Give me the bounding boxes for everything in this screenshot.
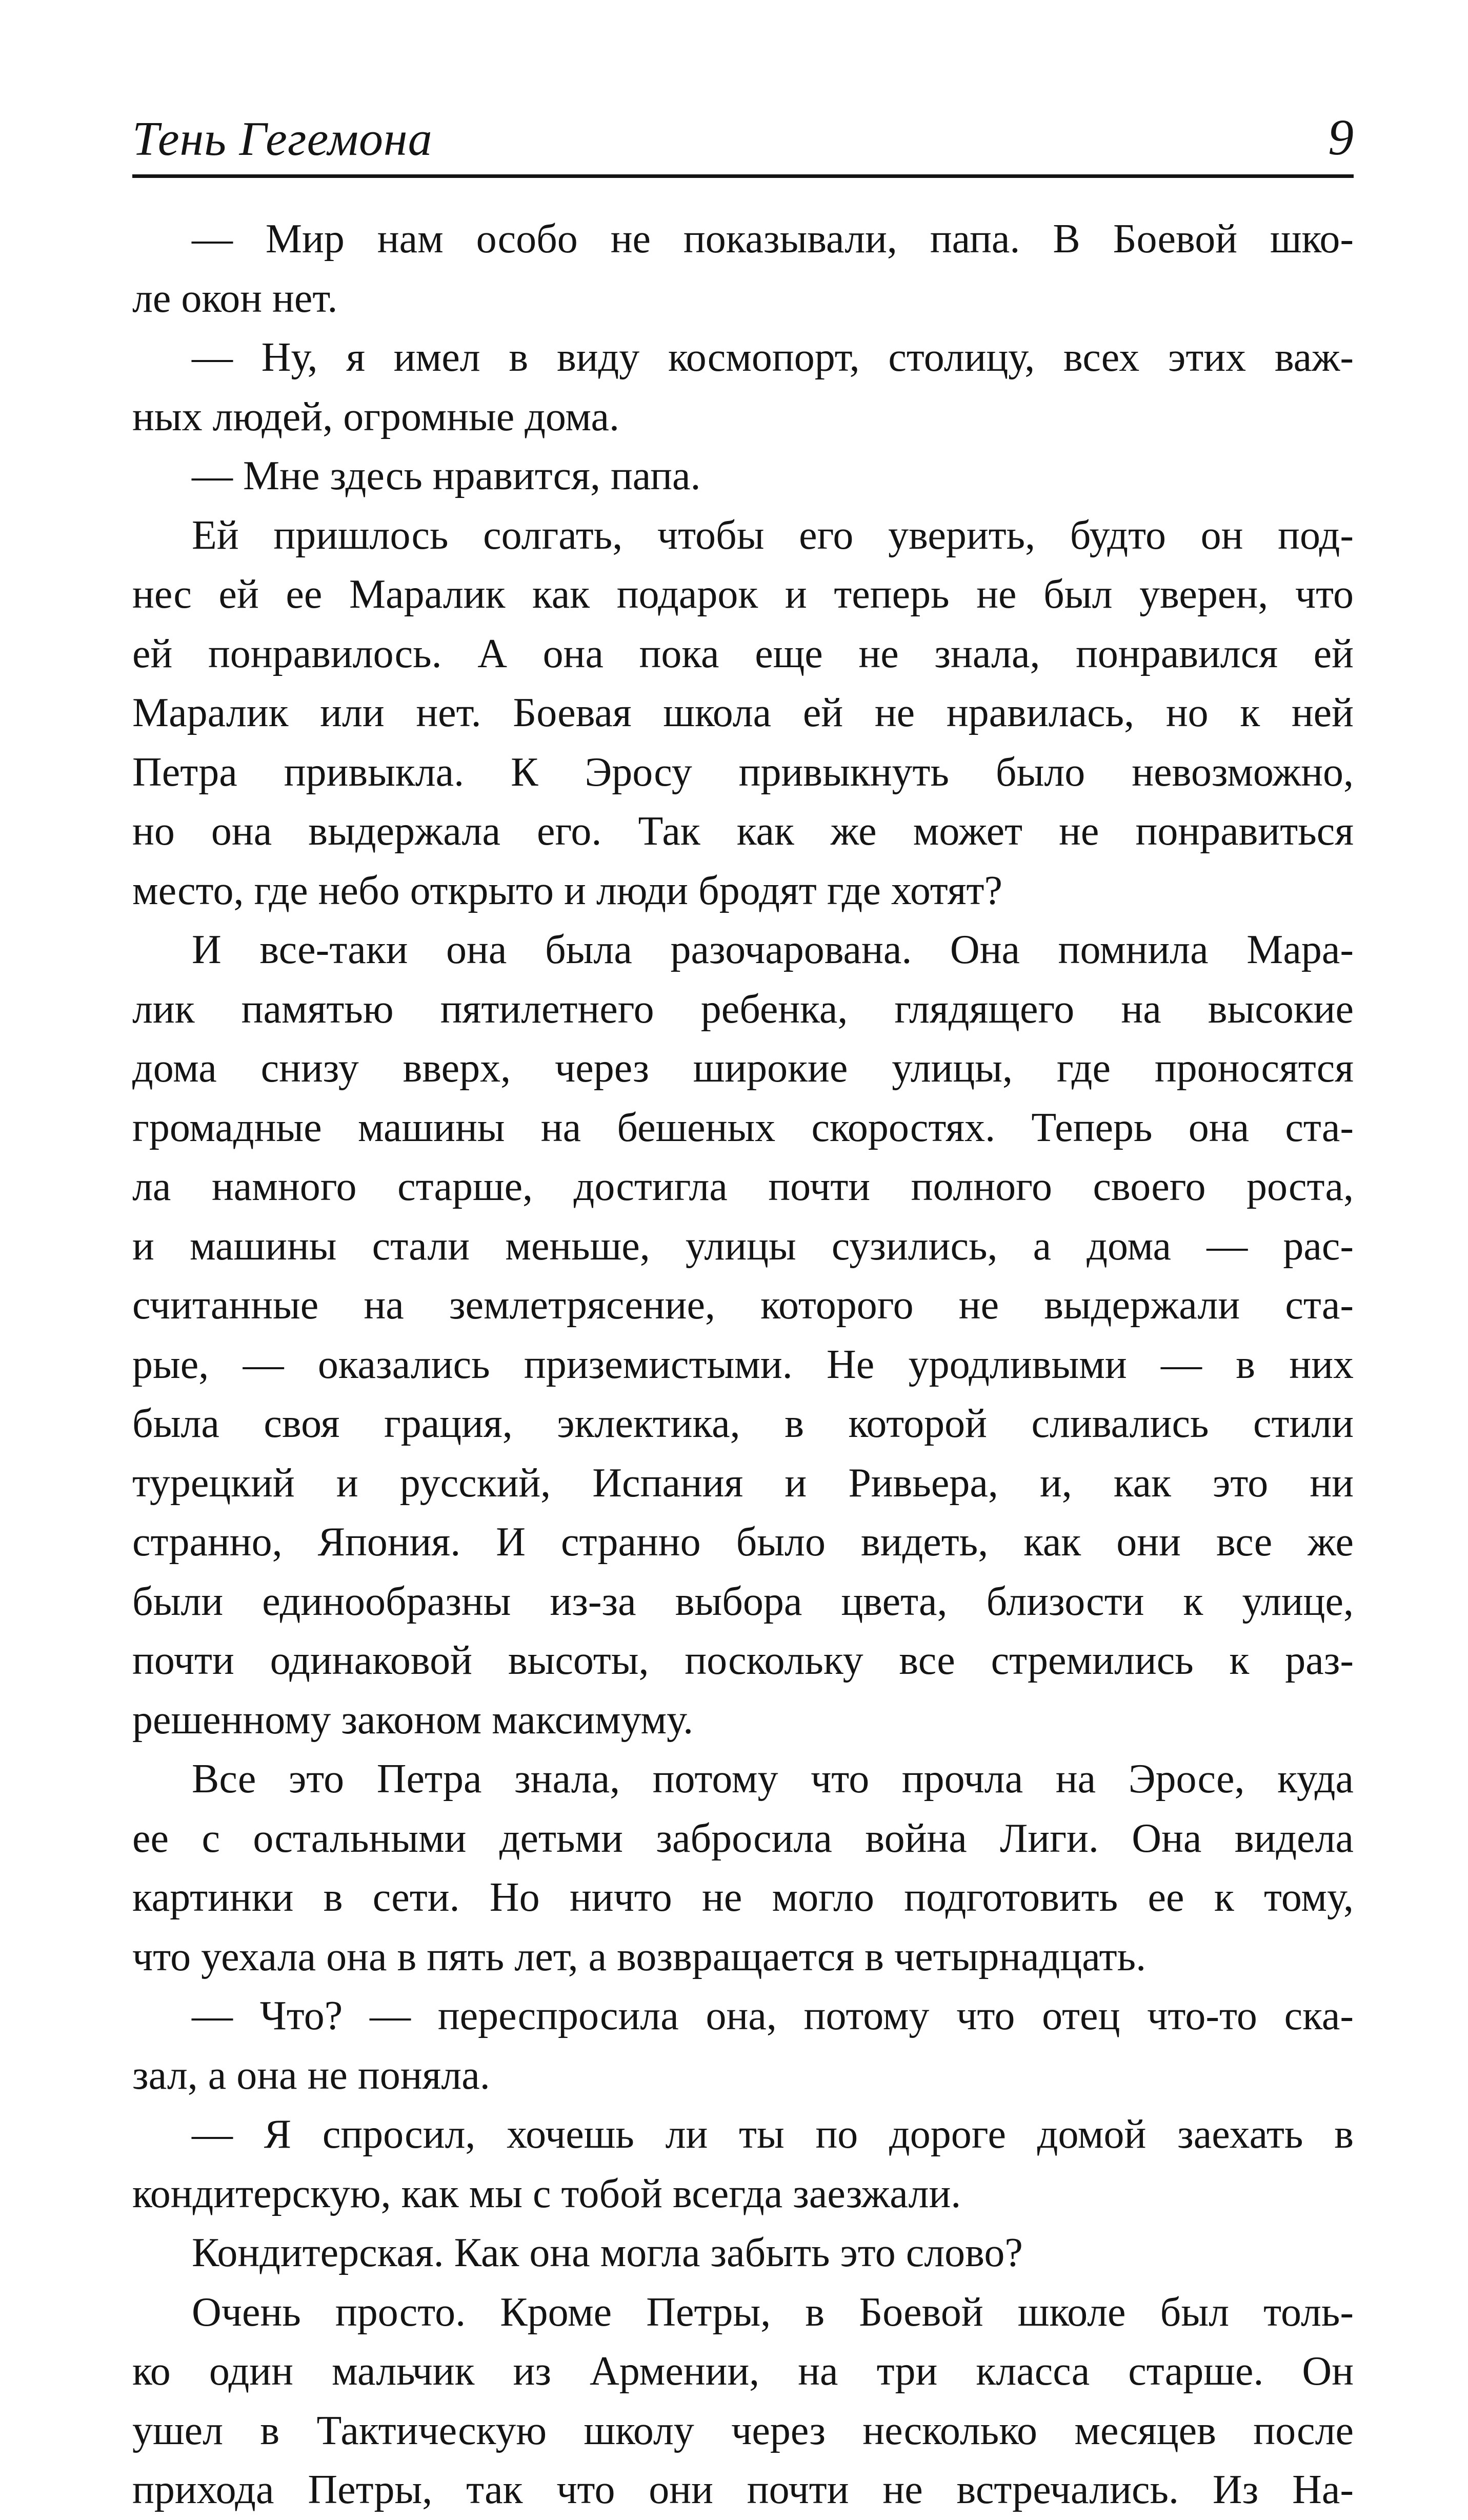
text-line: — Мне здесь нравится, папа. (192, 453, 701, 498)
text-line: ушел в Тактическую школу через несколько месяцев после (132, 2408, 1354, 2453)
text-line: — Мир нам особо не показывали, папа. В Боевой шко- (192, 216, 1354, 262)
running-header (132, 103, 1354, 178)
text-line: картинки в сети. Но ничто не могло подготовить ее к тому, (132, 1875, 1354, 1920)
text-line: ее с остальными детьми забросила война Лиги. Она видела (132, 1815, 1354, 1861)
text-line: Очень просто. Кроме Петры, в Боевой школе был толь- (192, 2289, 1354, 2335)
running-title: Тень Гегемона (132, 112, 433, 166)
text-line: Маралик или нет. Боевая школа ей не нравилась, но к ней (132, 690, 1354, 735)
text-line: Кондитерская. Как она могла забыть это слово? (192, 2230, 1023, 2275)
book-page (132, 103, 1354, 2512)
page-number: 9 (1328, 109, 1354, 166)
text-line: ла намного старше, достигла почти полного своего роста, (132, 1164, 1354, 1209)
text-line: — Что? — переспросила она, потому что отец что-то ска- (192, 1993, 1354, 2038)
text-line: — Я спросил, хочешь ли ты по дороге домой заехать в (192, 2112, 1354, 2157)
text-line: Все это Петра знала, потому что прочла на Эросе, куда (192, 1756, 1354, 1802)
text-line: но она выдержала его. Так как же может не понравиться (132, 809, 1354, 854)
text-line: странно, Япония. И странно было видеть, как они все же (132, 1519, 1354, 1565)
text-line: прихода Петры, так что они почти не встречались. Из На- (132, 2467, 1354, 2512)
text-line: почти одинаковой высоты, поскольку все стремились к раз- (132, 1638, 1354, 1683)
text-line: ко один мальчик из Армении, на три класса старше. Он (132, 2349, 1354, 2394)
text-line: кондитерскую, как мы с тобой всегда заезжали. (132, 2171, 961, 2216)
text-line: Ей пришлось солгать, чтобы его уверить, будто он под- (192, 512, 1354, 558)
text-line: ных людей, огромные дома. (132, 394, 619, 439)
text-line: И все-таки она была разочарована. Она помнила Мара- (192, 927, 1354, 972)
body-text (132, 210, 1354, 2520)
text-line: громадные машины на бешеных скоростях. Теперь она ста- (132, 1105, 1354, 1150)
text-line: — Ну, я имел в виду космопорт, столицу, всех этих важ- (192, 335, 1354, 380)
text-line: Петра привыкла. К Эросу привыкнуть было невозможно, (132, 749, 1354, 795)
text-line: зал, а она не поняла. (132, 2052, 490, 2098)
text-line: ле окон нет. (132, 275, 338, 321)
text-line: турецкий и русский, Испания и Ривьера, и, как это ни (132, 1460, 1354, 1506)
text-line: решенному законом максимуму. (132, 1697, 694, 1743)
text-line: считанные на землетрясение, которого не выдержали ста- (132, 1283, 1354, 1328)
text-line: и машины стали меньше, улицы сузились, а дома — рас- (132, 1223, 1354, 1269)
text-line: лик памятью пятилетнего ребенка, глядящего на высокие (132, 986, 1354, 1032)
text-line: была своя грация, эклектика, в которой сливались стили (132, 1401, 1354, 1446)
text-line: рые, — оказались приземистыми. Не уродливыми — в них (132, 1342, 1354, 1387)
text-line: дома снизу вверх, через широкие улицы, где проносятся (132, 1046, 1354, 1091)
text-line: ей понравилось. А она пока еще не знала, понравился ей (132, 631, 1354, 676)
text-line: нес ей ее Маралик как подарок и теперь не был уверен, что (132, 572, 1354, 617)
text-line: место, где небо открыто и люди бродят где хотят? (132, 868, 1002, 913)
text-line: что уехала она в пять лет, а возвращается в четырнадцать. (132, 1934, 1147, 1979)
text-line: были единообразны из-за выбора цвета, близости к улице, (132, 1578, 1354, 1624)
